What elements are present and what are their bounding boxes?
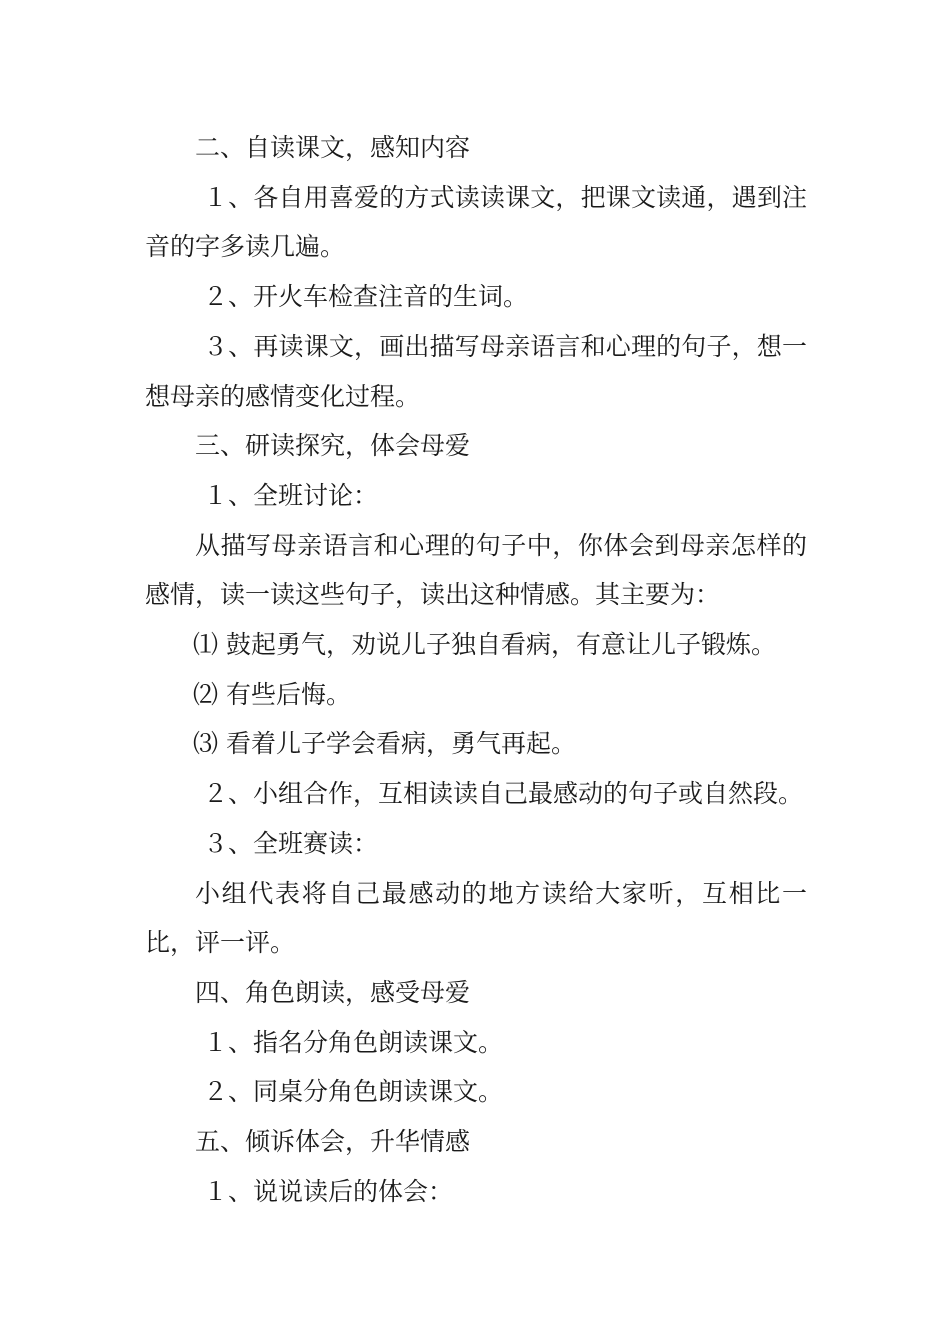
step-item: ２、小组合作，互相读读自己最感动的句子或自然段。 [203, 779, 804, 809]
step-item: ２、同桌分角色朗读课文。 [203, 1077, 504, 1107]
step-item: １、各自用喜爱的方式读读课文，把课文读通，遇到注音的字多读几遍。 [145, 182, 807, 262]
sub-point: ⑶ 看着儿子学会看病，勇气再起。 [193, 729, 576, 759]
sub-point: ⑴ 鼓起勇气，劝说儿子独自看病，有意让儿子锻炼。 [193, 630, 776, 660]
section-heading-5: 五、倾诉体会，升华情感 [195, 1127, 471, 1157]
body-paragraph: 从描写母亲语言和心理的句子中，你体会到母亲怎样的感情，读一读这些句子，读出这种情感。其主要为： [145, 530, 807, 610]
document-body [145, 123, 807, 1216]
section-heading-4: 四、角色朗读，感受母爱 [195, 977, 471, 1007]
section-heading-2: 二、自读课文，感知内容 [195, 133, 471, 162]
step-item: ３、再读课文，画出描写母亲语言和心理的句子，想一想母亲的感情变化过程。 [145, 331, 807, 411]
body-paragraph: 小组代表将自己最感动的地方读给大家听，互相比一比，评一评。 [145, 878, 807, 958]
step-item: １、全班讨论： [203, 480, 379, 510]
sub-point: ⑵ 有些后悔。 [193, 679, 351, 709]
step-item: ３、全班赛读： [203, 828, 379, 858]
section-heading-3: 三、研读探究，体会母爱 [195, 431, 471, 461]
step-item: １、说说读后的体会： [203, 1176, 454, 1206]
step-item: １、指名分角色朗读课文。 [203, 1027, 504, 1057]
step-item: ２、开火车检查注音的生词。 [203, 282, 529, 312]
